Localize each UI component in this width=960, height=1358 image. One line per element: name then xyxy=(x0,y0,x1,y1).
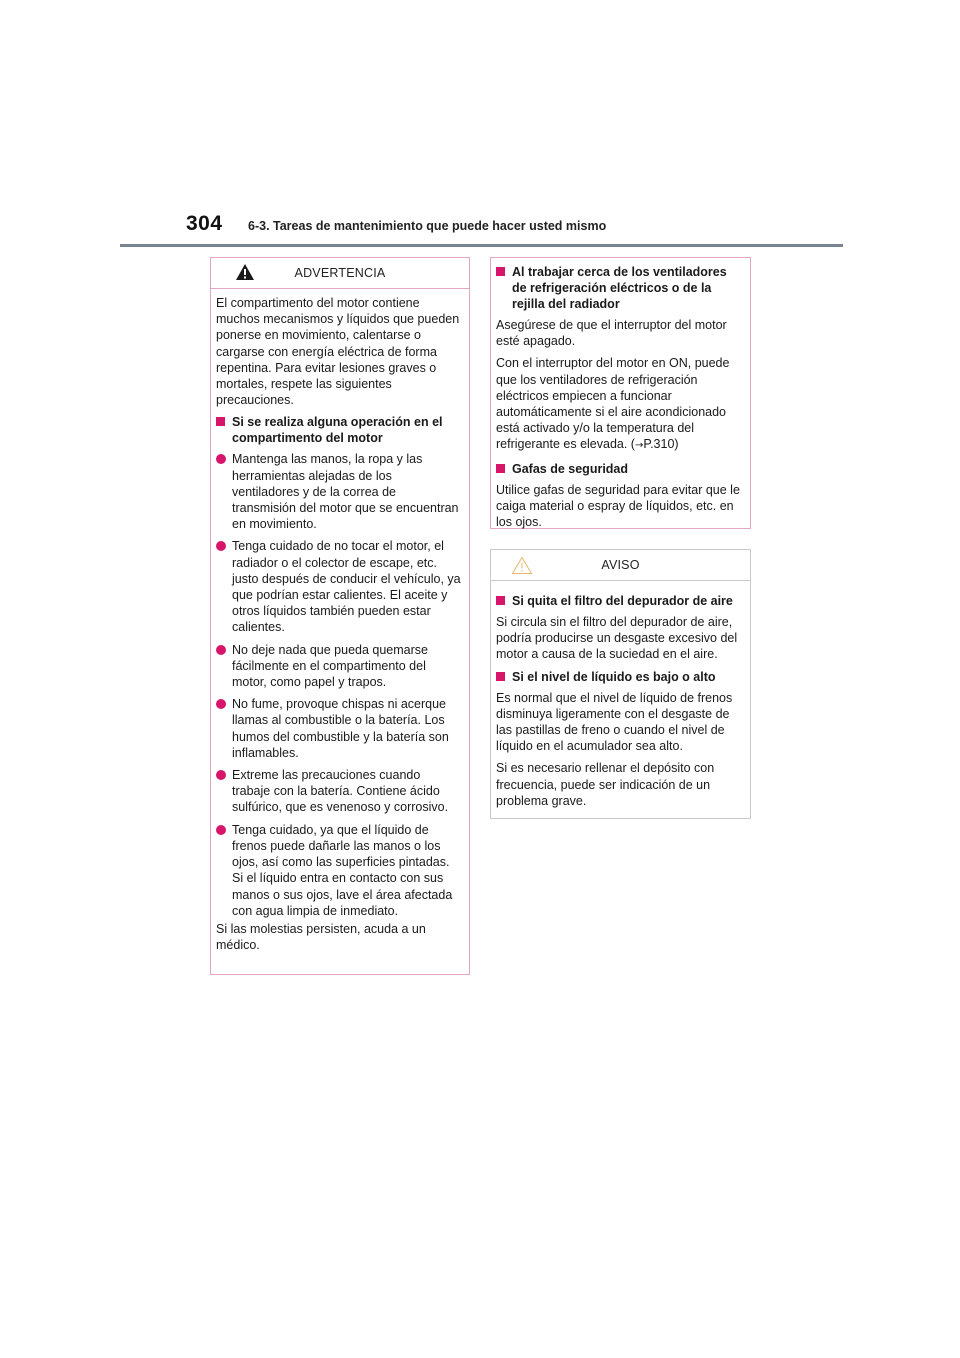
warning-intro: El compartimento del motor contiene muchos mecanismos y líquidos que pueden ponerse en movimiento, calentarse o cargarse con energía eléctrica de forma repentina. Para evitar lesiones graves o mortales, respete las siguientes precauciones. xyxy=(216,296,460,408)
list-item xyxy=(216,822,461,919)
section-title: 6-3. Tareas de mantenimiento que puede hacer usted mismo xyxy=(248,219,607,233)
list-item-text: Mantenga las manos, la ropa y las herramientas alejadas de los ventiladores y de la correa de transmisión del motor que se encuentran en movimiento. xyxy=(232,452,459,532)
warning-triangle-outline-icon xyxy=(511,556,533,578)
page-reference-link[interactable]: P.310) xyxy=(643,437,679,452)
square-bullet-icon xyxy=(216,417,225,426)
warning-box-continued xyxy=(490,257,751,529)
paragraph-text: Con el interruptor del motor en ON, puede que los ventiladores de refrigeración eléctricos empiecen a funcionar automáticamente si el aire acondicionado está activado y/o la temperatura del refrigerante es elevada. ( xyxy=(496,356,730,452)
list-item xyxy=(216,538,461,635)
round-bullet-icon xyxy=(216,454,226,464)
warning-box xyxy=(210,257,470,975)
paragraph: Si circula sin el filtro del depurador de aire, podría producirse un desgaste excesivo del motor a causa de la suciedad en el aire. xyxy=(496,615,738,662)
square-bullet-icon xyxy=(496,267,505,276)
warning-box-body xyxy=(211,289,469,953)
paragraph: Utilice gafas de seguridad para evitar que le caiga material o espray de líquidos, etc. en los ojos. xyxy=(496,482,740,530)
square-bullet-icon xyxy=(496,672,505,681)
list-item xyxy=(216,696,461,761)
warning-box-header xyxy=(211,258,469,289)
section-heading xyxy=(496,593,742,609)
paragraph: Asegúrese de que el interruptor del motor esté apagado. xyxy=(496,318,727,349)
notice-box xyxy=(490,549,751,819)
section-heading-text: Al trabajar cerca de los ventiladores de refrigeración eléctricos o de la rejilla del radiador xyxy=(512,265,727,311)
warning-box-continued-body xyxy=(491,258,750,530)
section-heading xyxy=(216,414,461,446)
arrow-icon: → xyxy=(634,440,644,452)
section-heading-text: Si el nivel de líquido es bajo o alto xyxy=(512,669,716,684)
notice-box-title: AVISO xyxy=(601,558,640,572)
list-item-text: Tenga cuidado de no tocar el motor, el radiador o el colector de escape, etc. justo después de conducir el vehículo, ya que podrían estar calientes. El aceite y otros líquidos también pueden estar calientes. xyxy=(232,539,461,635)
notice-box-body xyxy=(491,581,750,809)
list-item-text: No deje nada que pueda quemarse fácilmente en el compartimento del motor, como papel y trapos. xyxy=(232,642,428,690)
warning-triangle-filled-icon xyxy=(235,263,255,284)
round-bullet-icon xyxy=(216,825,226,835)
section-heading-text: Si se realiza alguna operación en el compartimento del motor xyxy=(232,415,443,446)
list-item-text: Extreme las precauciones cuando trabaje con la batería. Contiene ácido sulfúrico, que es venenoso y corrosivo. xyxy=(232,768,449,815)
round-bullet-icon xyxy=(216,699,226,709)
page-number: 304 xyxy=(186,212,223,235)
round-bullet-icon xyxy=(216,541,226,551)
square-bullet-icon xyxy=(496,596,505,605)
paragraph xyxy=(496,355,742,454)
round-bullet-icon xyxy=(216,645,226,655)
list-item-text: Tenga cuidado, ya que el líquido de frenos puede dañarle las manos o los ojos, así como las superficies pintadas. Si el líquido entra en contacto con sus manos o sus ojos, lave el área afectada con agua limpia de inmediato. xyxy=(232,822,453,918)
list-item xyxy=(216,451,461,532)
section-heading-text: Si quita el filtro del depurador de aire xyxy=(512,594,733,608)
list-item xyxy=(216,767,461,816)
list-item-text: No fume, provoque chispas ni acerque llamas al combustible o la batería. Los humos del combustible y la batería son inflamables. xyxy=(232,697,449,760)
list-item xyxy=(216,642,461,691)
section-heading xyxy=(496,461,742,477)
warning-box-title: ADVERTENCIA xyxy=(294,266,386,280)
notice-box-header xyxy=(491,550,750,581)
paragraph: Es normal que el nivel de líquido de frenos disminuya ligeramente con el desgaste de las pastillas de freno o cuando el nivel de líquido en el acumulador sea alto. xyxy=(496,690,733,754)
round-bullet-icon xyxy=(216,770,226,780)
square-bullet-icon xyxy=(496,464,505,473)
closing-text: Si las molestias persisten, acuda a un médico. xyxy=(216,921,426,953)
section-heading-text: Gafas de seguridad xyxy=(512,461,629,476)
header-divider xyxy=(120,244,843,247)
section-heading xyxy=(496,669,742,685)
paragraph: Si es necesario rellenar el depósito con frecuencia, puede ser indicación de un problema grave. xyxy=(496,761,715,808)
section-heading xyxy=(496,264,742,312)
